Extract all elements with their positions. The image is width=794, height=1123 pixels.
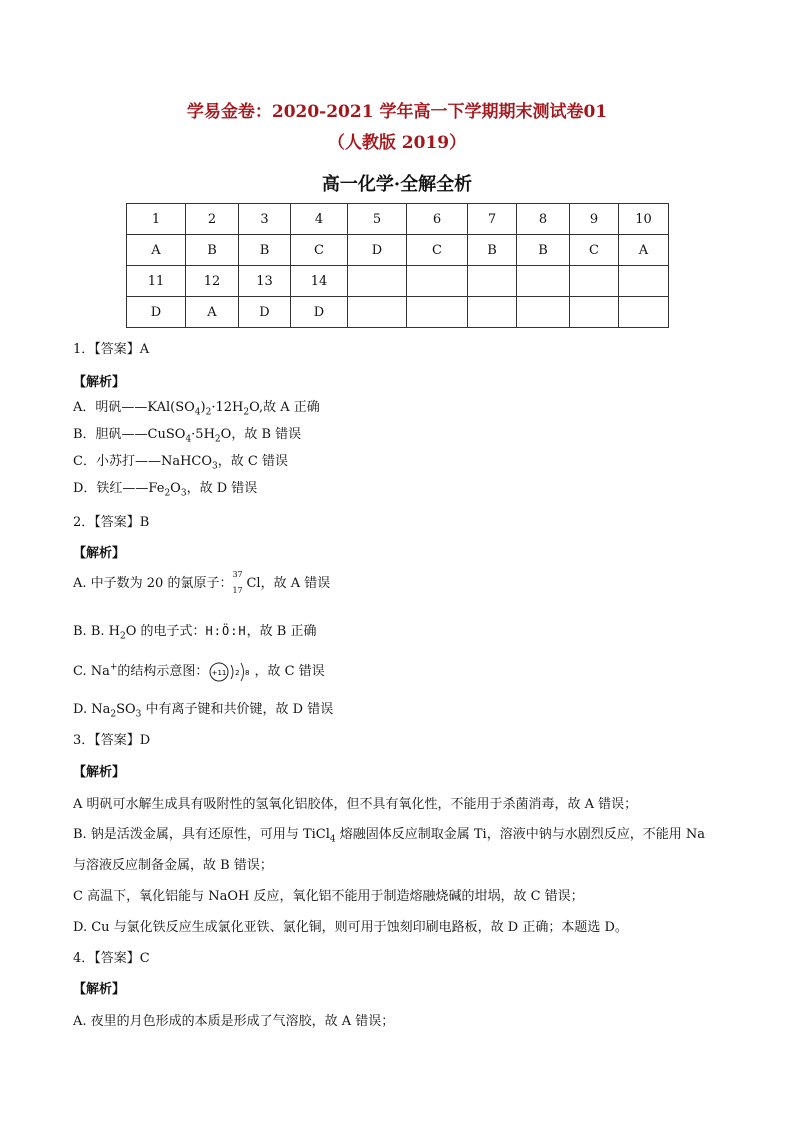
q3-answer: 3．【答案】D xyxy=(73,733,151,748)
q3-option-b-line1: B. 钠是活泼金属，具有还原性，可用与 TiCl$_4$ 熔融固体反应制取金属 Ti，溶液中钠与水剧烈反应，不能用 Na xyxy=(73,827,705,845)
table-cell: 1 xyxy=(127,204,186,235)
shell-2-electrons: 8 xyxy=(245,668,250,677)
table-cell: 2 xyxy=(186,204,239,235)
table-cell: D xyxy=(348,235,407,266)
q4-analysis-label: 【解析】 xyxy=(73,982,126,997)
table-cell: 13 xyxy=(239,266,291,297)
nucleus-charge: +11 xyxy=(212,668,227,677)
table-cell xyxy=(468,297,517,328)
table-cell: 14 xyxy=(291,266,348,297)
q1-option-a: A．明矾$——KAl(SO_4)_2\cdot 12H_2O$,故 A 正确 xyxy=(73,400,320,418)
q2-option-d: D. $Na_2SO_3$ 中有离子键和共价键，故 D 错误 xyxy=(73,702,334,720)
sodium-ion-structure-diagram xyxy=(208,661,254,683)
table-cell: B xyxy=(186,235,239,266)
table-cell: 3 xyxy=(239,204,291,235)
table-cell: C xyxy=(570,235,619,266)
table-row xyxy=(127,204,669,235)
table-cell: 6 xyxy=(407,204,468,235)
shell-1-electrons: 2 xyxy=(235,668,240,677)
table-cell xyxy=(517,297,570,328)
table-cell xyxy=(517,266,570,297)
table-cell: 7 xyxy=(468,204,517,235)
table-cell xyxy=(570,266,619,297)
table-cell xyxy=(619,297,669,328)
q2-answer: 2．【答案】B xyxy=(73,515,150,530)
q2-option-a: A. 中子数为 20 的氯原子： 37 17 Cl，故 A 错误 xyxy=(73,570,331,595)
doc-edition: （人教版 2019） xyxy=(327,133,467,153)
q2-analysis-label: 【解析】 xyxy=(73,546,126,561)
table-cell: A xyxy=(186,297,239,328)
table-row xyxy=(127,297,669,328)
table-cell: D xyxy=(239,297,291,328)
table-row xyxy=(127,266,669,297)
table-cell: 10 xyxy=(619,204,669,235)
table-cell: 4 xyxy=(291,204,348,235)
table-cell xyxy=(407,297,468,328)
table-cell: 5 xyxy=(348,204,407,235)
table-cell: C xyxy=(291,235,348,266)
q3-option-c: C 高温下，氧化铝能与 NaOH 反应，氧化铝不能用于制造熔融烧碱的坩埚，故 C 错误； xyxy=(73,889,584,904)
q4-option-a: A. 夜里的月色形成的本质是形成了气溶胶，故 A 错误； xyxy=(73,1014,395,1029)
q1-answer: 1．【答案】A xyxy=(73,342,150,357)
q2-option-c: C. Na+的结构示意图： +11 2 8 ，故 C 错误 xyxy=(73,660,325,683)
water-lewis-structure: H:Ö:H xyxy=(205,624,247,638)
q1-analysis-label: 【解析】 xyxy=(73,375,126,390)
table-cell: D xyxy=(291,297,348,328)
table-cell xyxy=(570,297,619,328)
table-cell: D xyxy=(127,297,186,328)
q3-option-b-line2: 与溶液反应制备金属，故 B 错误； xyxy=(73,858,273,873)
table-cell xyxy=(407,266,468,297)
table-cell: 12 xyxy=(186,266,239,297)
q1-option-b: B．胆矾$——CuSO_4\cdot 5H_2O$，故 B 错误 xyxy=(73,427,302,445)
table-cell: A xyxy=(619,235,669,266)
chlorine-isotope: 37 17 xyxy=(232,570,243,595)
q1-option-c: C．小苏打——NaHCO$_3$，故 C 错误 xyxy=(73,454,288,472)
q2-option-b: B. B. $H_2O$ 的电子式：H:Ö:H，故 B 正确 xyxy=(73,624,317,642)
table-cell: 8 xyxy=(517,204,570,235)
table-row xyxy=(127,235,669,266)
table-cell: B xyxy=(517,235,570,266)
table-cell: A xyxy=(127,235,186,266)
table-cell xyxy=(348,266,407,297)
q3-analysis-label: 【解析】 xyxy=(73,765,126,780)
table-cell xyxy=(619,266,669,297)
table-cell: B xyxy=(468,235,517,266)
table-cell: 11 xyxy=(127,266,186,297)
q3-option-a: A 明矾可水解生成具有吸附性的氢氧化铝胶体，但不具有氧化性，不能用于杀菌消毒，故 A 错误； xyxy=(73,797,638,812)
table-cell: B xyxy=(239,235,291,266)
q3-option-d: D. Cu 与氯化铁反应生成氯化亚铁、氯化铜，则可用于蚀刻印刷电路板，故 D 正确；本题选 D。 xyxy=(73,920,628,935)
table-cell: C xyxy=(407,235,468,266)
table-cell xyxy=(468,266,517,297)
table-cell: 9 xyxy=(570,204,619,235)
table-cell xyxy=(348,297,407,328)
doc-subtitle: 高一化学·全解全析 xyxy=(321,174,473,195)
doc-title: 学易金卷：2020-2021 学年高一下学期期末测试卷01 xyxy=(186,102,608,122)
q4-answer: 4．【答案】C xyxy=(73,951,150,966)
answer-table xyxy=(126,203,669,328)
q1-option-d: D．铁红$——Fe_2O_3$，故 D 错误 xyxy=(73,481,258,499)
